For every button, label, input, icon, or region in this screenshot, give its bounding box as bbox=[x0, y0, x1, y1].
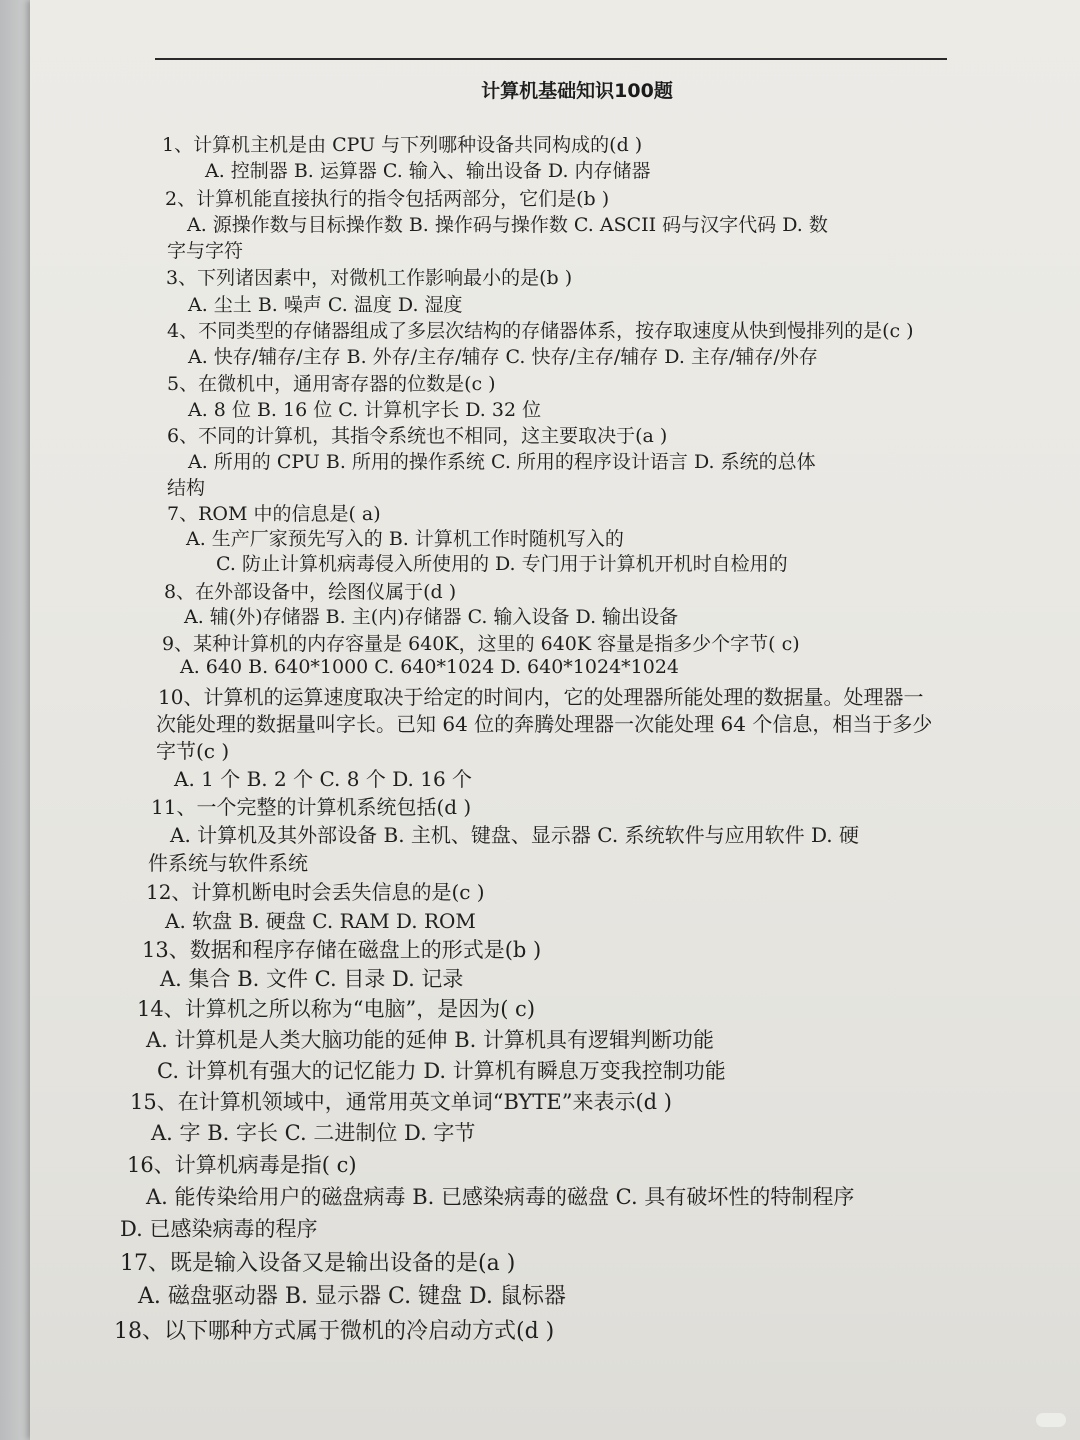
text-line: A. 640 B. 640*1000 C. 640*1024 D. 640*1024*1024 bbox=[180, 656, 680, 678]
text-line: 16、计算机病毒是指( c) bbox=[127, 1153, 357, 1177]
text-line: 7、ROM 中的信息是( a) bbox=[167, 503, 381, 525]
text-line: A. 磁盘驱动器 B. 显示器 C. 键盘 D. 鼠标器 bbox=[138, 1284, 566, 1309]
text-line: 字节(c ) bbox=[156, 739, 230, 763]
text-line: 字与字符 bbox=[167, 240, 244, 262]
text-line: A. 8 位 B. 16 位 C. 计算机字长 D. 32 位 bbox=[188, 399, 542, 421]
text-line: C. 计算机有强大的记忆能力 D. 计算机有瞬息万变我控制功能 bbox=[157, 1059, 726, 1083]
text-line: A. 所用的 CPU B. 所用的操作系统 C. 所用的程序设计语言 D. 系统的总体 bbox=[188, 451, 816, 473]
page-title: 计算机基础知识100题 bbox=[481, 80, 673, 102]
text-line: A. 计算机及其外部设备 B. 主机、键盘、显示器 C. 系统软件与应用软件 D. 硬 bbox=[170, 823, 859, 847]
text-line: 15、在计算机领域中，通常用英文单词“BYTE”来表示(d ) bbox=[130, 1090, 672, 1114]
text-line: A. 软盘 B. 硬盘 C. RAM D. ROM bbox=[165, 909, 476, 933]
watermark-logo bbox=[1036, 1413, 1066, 1427]
text-line: D. 已感染病毒的程序 bbox=[120, 1217, 318, 1241]
text-line: 14、计算机之所以称为“电脑”，是因为( c) bbox=[137, 997, 536, 1021]
text-line: 5、在微机中，通用寄存器的位数是(c ) bbox=[167, 373, 496, 395]
text-line: 9、某种计算机的内存容量是 640K，这里的 640K 容量是指多少个字节( c) bbox=[162, 633, 800, 655]
text-line: A. 控制器 B. 运算器 C. 输入、输出设备 D. 内存储器 bbox=[205, 160, 651, 182]
header-rule bbox=[155, 58, 947, 60]
text-line: A. 能传染给用户的磁盘病毒 B. 已感染病毒的磁盘 C. 具有破坏性的特制程序 bbox=[146, 1185, 855, 1209]
text-line: 18、以下哪种方式属于微机的冷启动方式(d ) bbox=[114, 1319, 555, 1344]
text-line: A. 源操作数与目标操作数 B. 操作码与操作数 C. ASCII 码与汉字代码 D. 数 bbox=[187, 214, 828, 236]
text-line: 8、在外部设备中，绘图仪属于(d ) bbox=[164, 581, 457, 603]
text-line: 11、一个完整的计算机系统包括(d ) bbox=[151, 795, 472, 819]
text-line: 1、计算机主机是由 CPU 与下列哪种设备共同构成的(d ) bbox=[162, 134, 643, 156]
text-line: A. 计算机是人类大脑功能的延伸 B. 计算机具有逻辑判断功能 bbox=[146, 1028, 714, 1052]
text-line: 13、数据和程序存储在磁盘上的形式是(b ) bbox=[142, 938, 542, 962]
text-line: A. 快存/辅存/主存 B. 外存/主存/辅存 C. 快存/主存/辅存 D. 主存/辅存/外存 bbox=[188, 346, 818, 368]
text-line: 结构 bbox=[167, 477, 206, 499]
text-line: A. 集合 B. 文件 C. 目录 D. 记录 bbox=[160, 967, 464, 991]
text-line: 6、不同的计算机，其指令系统也不相同，这主要取决于(a ) bbox=[167, 425, 668, 447]
text-line: 12、计算机断电时会丢失信息的是(c ) bbox=[146, 880, 485, 904]
text-line: 3、下列诸因素中，对微机工作影响最小的是(b ) bbox=[166, 267, 573, 289]
text-line: A. 生产厂家预先写入的 B. 计算机工作时随机写入的 bbox=[186, 528, 624, 550]
text-line: A. 1 个 B. 2 个 C. 8 个 D. 16 个 bbox=[174, 767, 473, 791]
text-line: A. 字 B. 字长 C. 二进制位 D. 字节 bbox=[151, 1121, 476, 1145]
text-line: A. 尘土 B. 噪声 C. 温度 D. 湿度 bbox=[188, 294, 463, 316]
text-line: A. 辅(外)存储器 B. 主(内)存储器 C. 输入设备 D. 输出设备 bbox=[184, 606, 679, 628]
text-line: 2、计算机能直接执行的指令包括两部分，它们是(b ) bbox=[165, 188, 610, 210]
text-line: 17、既是输入设备又是输出设备的是(a ) bbox=[120, 1251, 516, 1276]
text-line: 4、不同类型的存储器组成了多层次结构的存储器体系，按存取速度从快到慢排列的是(c ) bbox=[167, 320, 914, 342]
text-line: 件系统与软件系统 bbox=[148, 851, 308, 875]
text-line: 次能处理的数据量叫字长。已知 64 位的奔腾处理器一次能处理 64 个信息，相当于多少 bbox=[156, 712, 933, 736]
text-line: C. 防止计算机病毒侵入所使用的 D. 专门用于计算机开机时自检用的 bbox=[216, 553, 788, 575]
text-line: 10、计算机的运算速度取决于给定的时间内，它的处理器所能处理的数据量。处理器一 bbox=[158, 685, 924, 709]
